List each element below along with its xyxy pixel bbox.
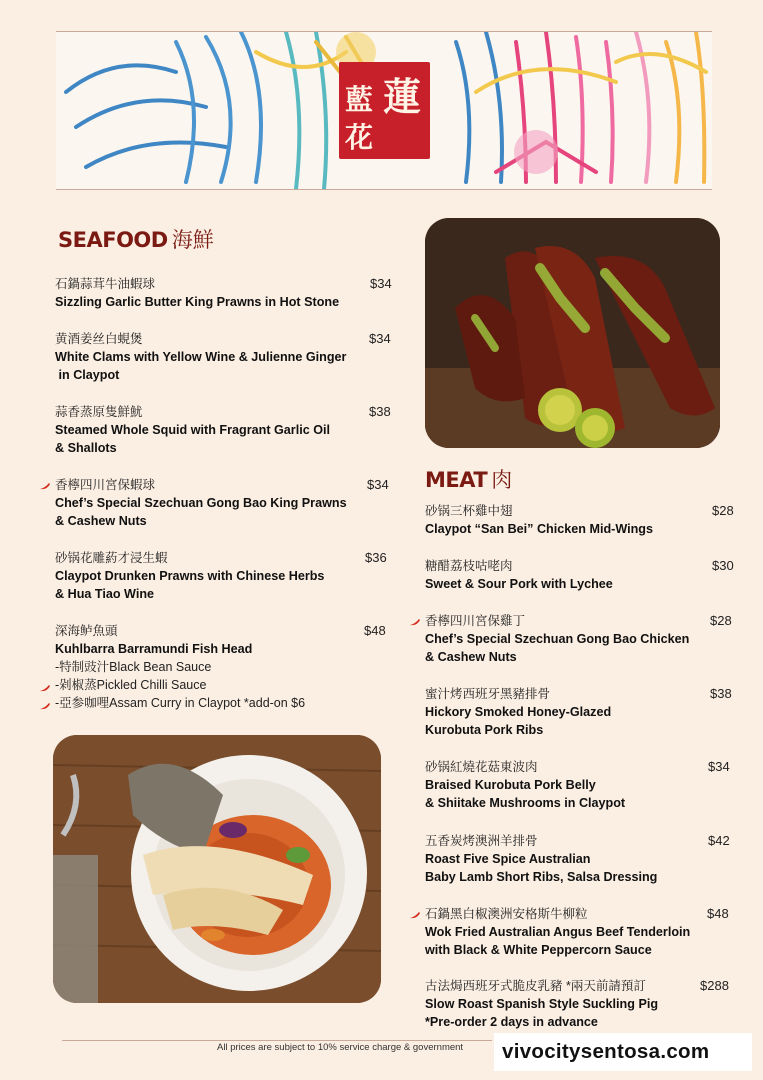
item-name-zh: 砂锅花雕葯才浸生蝦 <box>55 551 168 565</box>
item-name-en: Wok Fried Australian Angus Beef Tenderloin <box>425 925 691 939</box>
item-name-en: Sweet & Sour Pork with Lychee <box>425 577 613 591</box>
logo-char-1: 蓮 <box>383 74 422 119</box>
item-price: $36 <box>365 550 387 565</box>
item-price: $38 <box>710 686 732 701</box>
pork-ribs-illustration <box>425 218 720 448</box>
item-name-zh: 石鍋蒜茸牛油蝦球 <box>55 277 156 291</box>
item-name-en: Kuhlbarra Barramundi Fish Head <box>55 642 253 656</box>
item-name-en: Sizzling Garlic Butter King Prawns in Hot Stone <box>55 295 340 309</box>
item-price: $34 <box>370 276 392 291</box>
item-name-en-line2: in Claypot <box>55 368 120 382</box>
item-name-en-line2: & Hua Tiao Wine <box>55 587 155 601</box>
item-name-en-line2: & Shallots <box>55 441 117 455</box>
item-name-zh: 石鍋黑白椒澳洲安格斯牛柳粒 <box>425 907 588 921</box>
watermark-box <box>494 1033 752 1071</box>
item-name-zh: 香檸四川宮保蝦球 <box>55 478 156 492</box>
item-name-en-line2: Baby Lamb Short Ribs, Salsa Dressing <box>425 870 658 884</box>
meat-item <box>425 612 689 666</box>
meat-item <box>425 758 625 812</box>
item-name-en: Steamed Whole Squid with Fragrant Garlic Oil <box>55 423 331 437</box>
item-name-en: Braised Kurobuta Pork Belly <box>425 778 596 792</box>
logo-char-2: 藍 <box>345 83 374 116</box>
item-name-zh: 黄酒姜丝白蜆煲 <box>55 332 143 346</box>
item-price: $288 <box>700 978 729 993</box>
item-name-en: Chef’s Special Szechuan Gong Bao Chicken <box>425 632 690 646</box>
chili-spicy-icon <box>39 684 51 692</box>
item-price: $30 <box>712 558 734 573</box>
seafood-title-zh: 海鮮 <box>171 228 214 252</box>
item-price: $28 <box>710 613 732 628</box>
watermark-text: vivocitysentosa.com <box>502 1040 710 1063</box>
seafood-item <box>55 275 339 311</box>
item-name-en-line2: & Cashew Nuts <box>55 514 147 528</box>
item-price: $42 <box>708 833 730 848</box>
seafood-item <box>55 476 347 530</box>
seafood-item <box>55 622 305 712</box>
item-price: $28 <box>712 503 734 518</box>
meat-section-title <box>425 464 512 494</box>
meat-item <box>425 977 658 1031</box>
item-name-en: Roast Five Spice Australian <box>425 852 591 866</box>
item-name-en-line2: *Pre-order 2 days in advance <box>425 1015 598 1029</box>
item-name-zh: 深海鲈魚頭 <box>55 624 118 638</box>
footer-note: All prices are subject to 10% service charge & government <box>217 1042 464 1053</box>
seafood-section-title <box>58 224 214 254</box>
seafood-item <box>55 330 346 384</box>
item-name-en: White Clams with Yellow Wine & Julienne Ginger <box>55 350 347 364</box>
item-option: -亞参咖哩Assam Curry in Claypot *add-on $6 <box>55 696 306 710</box>
item-name-zh: 香檸四川宮保雞丁 <box>425 614 526 628</box>
meat-item <box>425 685 611 739</box>
meat-item <box>425 502 653 538</box>
chili-spicy-icon <box>39 702 51 710</box>
fish-head-photo <box>53 735 381 1003</box>
fish-head-illustration <box>53 735 381 1003</box>
item-name-en: Claypot “San Bei” Chicken Mid-Wings <box>425 522 653 536</box>
item-name-en: Slow Roast Spanish Style Suckling Pig <box>425 997 659 1011</box>
item-option: -剁椒蒸Pickled Chilli Sauce <box>55 678 207 692</box>
meat-item <box>425 557 613 593</box>
item-name-en-line2: Kurobuta Pork Ribs <box>425 723 544 737</box>
chili-spicy-icon <box>409 618 421 626</box>
item-price: $34 <box>369 331 391 346</box>
seafood-title-en: SEAFOOD <box>58 228 168 252</box>
item-price: $34 <box>708 759 730 774</box>
meat-item <box>425 832 657 886</box>
pork-ribs-photo <box>425 218 720 448</box>
item-name-zh: 蜜汁烤西班牙黑豬排骨 <box>425 687 551 701</box>
item-name-en-line2: & Cashew Nuts <box>425 650 517 664</box>
item-name-en: Hickory Smoked Honey-Glazed <box>425 705 612 719</box>
item-name-zh: 砂锅三杯雞中翅 <box>425 504 513 518</box>
item-name-zh: 糖醋荔枝咕咾肉 <box>425 559 513 573</box>
item-name-zh: 古法焗西班牙式脆皮乳豬 *兩天前請預訂 <box>425 979 646 993</box>
footer-divider <box>62 1040 492 1041</box>
logo-char-3: 花 <box>345 121 374 154</box>
restaurant-logo <box>339 62 430 159</box>
item-name-en-line2: & Shiitake Mushrooms in Claypot <box>425 796 626 810</box>
meat-title-zh: 肉 <box>491 468 513 492</box>
meat-title-en: MEAT <box>425 468 488 492</box>
item-name-en-line2: with Black & White Peppercorn Sauce <box>425 943 652 957</box>
chili-spicy-icon <box>39 482 51 490</box>
item-name-zh: 蒜香蒸原隻鮮魷 <box>55 405 143 419</box>
item-price: $48 <box>364 623 386 638</box>
item-name-zh: 五香炭烤澳洲羊排骨 <box>425 834 538 848</box>
meat-item <box>425 905 690 959</box>
item-price: $38 <box>369 404 391 419</box>
item-price: $34 <box>367 477 389 492</box>
seafood-item <box>55 403 330 457</box>
item-option: -特制豉汁Black Bean Sauce <box>55 660 212 674</box>
item-name-en: Claypot Drunken Prawns with Chinese Herbs <box>55 569 325 583</box>
item-name-en: Chef’s Special Szechuan Gong Bao King Prawns <box>55 496 347 510</box>
seafood-item <box>55 549 324 603</box>
item-name-zh: 砂锅紅燒花菇東波肉 <box>425 760 538 774</box>
chili-spicy-icon <box>409 911 421 919</box>
item-price: $48 <box>707 906 729 921</box>
